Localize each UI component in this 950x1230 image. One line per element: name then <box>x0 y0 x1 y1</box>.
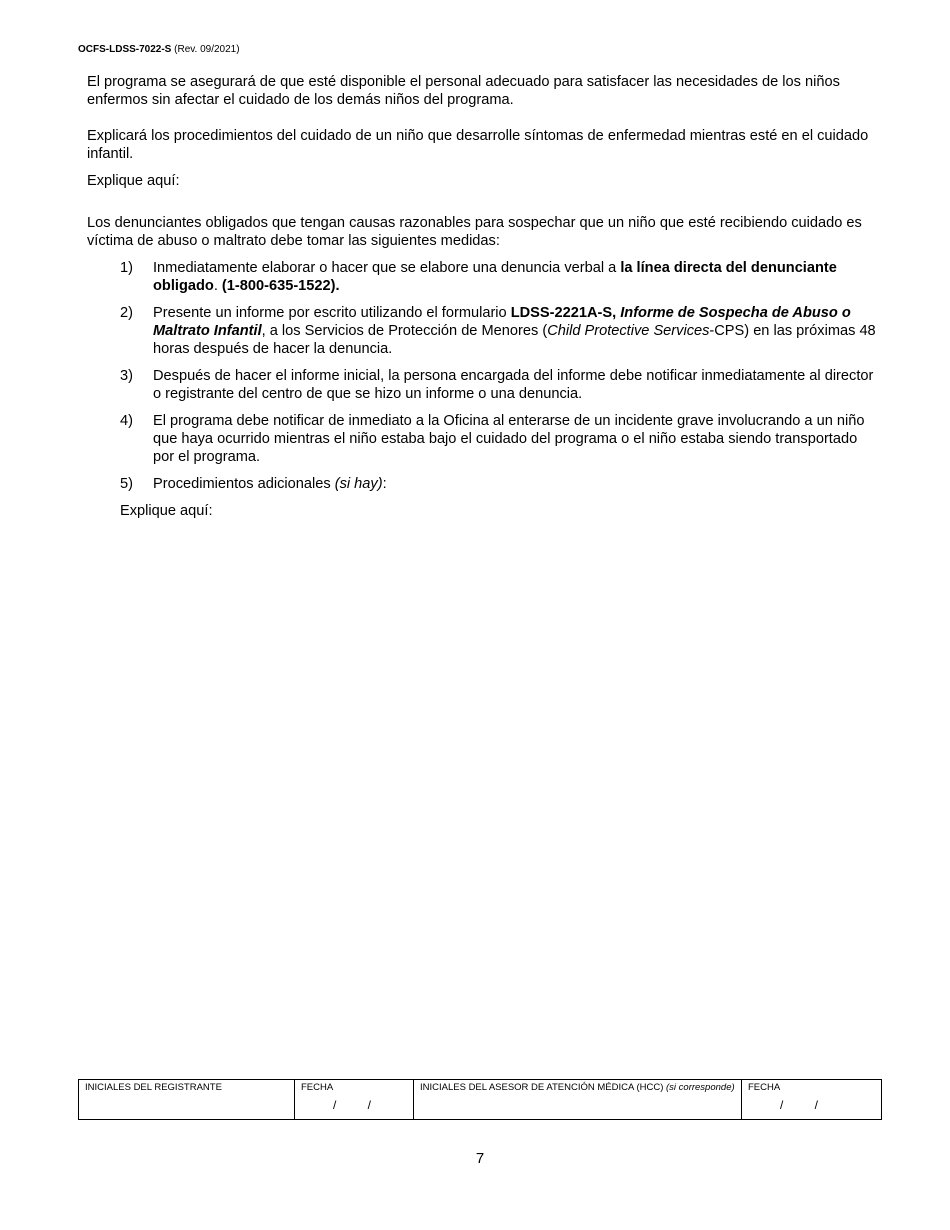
date-slashes-2: / / <box>780 1098 819 1112</box>
step-text: Inmediatamente elaborar o hacer que se elabore una denuncia verbal a <box>153 260 621 276</box>
date-slashes-1: / / <box>333 1098 372 1112</box>
cps-name: Child Protective Services <box>547 323 710 339</box>
list-number: 2) <box>120 305 133 321</box>
form-code: OCFS-LDSS-7022-S <box>78 44 172 55</box>
form-revision: (Rev. 09/2021) <box>174 44 240 55</box>
step-text: Presente un informe por escrito utilizando el formulario <box>153 305 511 321</box>
date-field-1[interactable] <box>295 1080 414 1120</box>
explain-label-1: Explique aquí: <box>87 173 180 189</box>
step-text: . <box>213 278 222 294</box>
form-header <box>78 44 240 56</box>
staffing-paragraph: El programa se asegurará de que esté disponible el personal adecuado para satisfacer las necesidades de los niños enfermos sin afectar el cuidado de los demás niños del programa. <box>87 74 840 108</box>
hcc-initials-label <box>420 1082 735 1094</box>
list-item <box>87 304 877 358</box>
date-label-1: FECHA <box>301 1082 334 1093</box>
date-field-2[interactable] <box>742 1080 882 1120</box>
date-label-2: FECHA <box>748 1082 781 1093</box>
list-item <box>87 412 877 466</box>
hcc-initials-text: INICIALES DEL ASESOR DE ATENCIÓN MÉDICA (HCC) <box>420 1082 666 1093</box>
explain-label-2: Explique aquí: <box>120 503 213 519</box>
form-number: LDSS-2221A-S, <box>510 305 621 321</box>
signature-table <box>78 1079 882 1120</box>
step-text: -CPS) en las próximas 48 horas después de hacer la denuncia. <box>153 323 876 357</box>
hotline-number: (1-800-635-1522). <box>221 278 340 294</box>
list-number: 1) <box>120 260 133 276</box>
page-number: 7 <box>475 1150 485 1167</box>
list-item <box>87 475 877 493</box>
step-text: Procedimientos adicionales <box>153 476 335 492</box>
step-text: , a los Servicios de Protección de Menores ( <box>261 323 548 339</box>
step-text: Después de hacer el informe inicial, la persona encargada del informe debe notificar inmediatamente al director o registrante del centro de que se hizo un informe o una denuncia. <box>153 368 874 402</box>
step-note: (si hay) <box>334 476 383 492</box>
list-number: 3) <box>120 368 133 384</box>
hcc-initials-field[interactable] <box>414 1080 742 1120</box>
list-item <box>87 259 877 295</box>
hcc-note: (si corresponde) <box>666 1082 735 1093</box>
list-number: 5) <box>120 476 133 492</box>
registrant-initials-label: INICIALES DEL REGISTRANTE <box>85 1082 222 1093</box>
procedures-paragraph: Explicará los procedimientos del cuidado de un niño que desarrolle síntomas de enfermedad mientras esté en el cuidado infantil. <box>87 128 869 162</box>
reporter-steps <box>87 259 877 493</box>
form-title: Informe de Sospecha de Abuso o Maltrato Infantil <box>153 305 851 339</box>
step-text: : <box>382 476 387 492</box>
step-text: El programa debe notificar de inmediato a la Oficina al enterarse de un incidente grave involucrando a un niño que haya ocurrido mientras el niño estaba bajo el cuidado del programa o el niño estaba siendo transportado por el programa. <box>153 413 865 465</box>
list-number: 4) <box>120 413 133 429</box>
document-body <box>87 73 877 520</box>
registrant-initials-field[interactable] <box>79 1080 295 1120</box>
reporters-intro: Los denunciantes obligados que tengan causas razonables para sospechar que un niño que esté recibiendo cuidado es víctima de abuso o maltrato debe tomar las siguientes medidas: <box>87 215 862 249</box>
list-item <box>87 367 877 403</box>
hotline-name: la línea directa del denunciante obligado <box>153 260 837 294</box>
